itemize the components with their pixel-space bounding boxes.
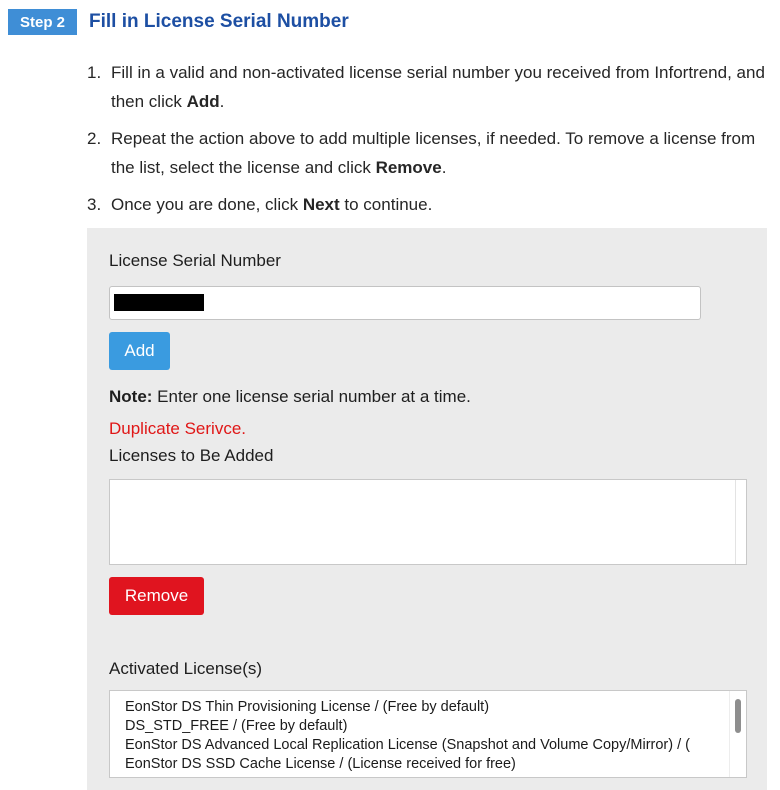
error-message: Duplicate Serivce. bbox=[109, 419, 247, 438]
serial-number-input[interactable] bbox=[109, 286, 701, 320]
instruction-fragment: . bbox=[219, 92, 225, 111]
note-body: Enter one license serial number at a time. bbox=[152, 387, 471, 406]
instruction-emphasis: Remove bbox=[375, 158, 442, 177]
license-form-panel bbox=[87, 228, 767, 790]
licenses-to-add-label: Licenses to Be Added bbox=[109, 446, 274, 465]
instruction-emphasis: Next bbox=[302, 195, 340, 214]
instruction-list bbox=[87, 58, 767, 227]
instruction-emphasis: Add bbox=[186, 92, 220, 111]
redacted-value bbox=[114, 294, 204, 311]
instruction-number: 3. bbox=[87, 195, 102, 214]
activated-licenses-label: Activated License(s) bbox=[109, 659, 263, 678]
activated-license-item[interactable]: EonStor DS Advanced Local Replication License (Snapshot and Volume Copy/Mirror) / ( bbox=[125, 737, 690, 753]
activated-license-item[interactable]: EonStor DS Thin Provisioning License / (Free by default) bbox=[125, 699, 490, 715]
instruction-number: 2. bbox=[87, 129, 102, 148]
licenses-to-add-list[interactable] bbox=[109, 479, 747, 565]
step-header bbox=[8, 8, 349, 36]
scrollbar[interactable] bbox=[735, 480, 746, 564]
instruction-text bbox=[111, 190, 767, 219]
serial-number-label: License Serial Number bbox=[109, 251, 281, 270]
activated-licenses-list[interactable] bbox=[109, 690, 747, 778]
instruction-fragment: Once you are done, click bbox=[111, 195, 303, 214]
page-title: Fill in License Serial Number bbox=[89, 11, 349, 32]
remove-button[interactable]: Remove bbox=[109, 577, 204, 615]
note-label: Note: bbox=[109, 387, 153, 406]
instruction-text bbox=[111, 124, 767, 182]
note-text bbox=[109, 387, 471, 407]
scrollbar[interactable] bbox=[729, 691, 746, 777]
activated-license-item[interactable]: EonStor DS SSD Cache License / (License received for free) bbox=[125, 756, 516, 772]
instruction-fragment: to continue. bbox=[339, 195, 433, 214]
instruction-text bbox=[111, 58, 767, 116]
instruction-fragment: Fill in a valid and non-activated license serial number you received from Infortrend, and then click bbox=[111, 63, 765, 111]
instruction-item bbox=[87, 190, 767, 219]
step-badge: Step 2 bbox=[8, 9, 77, 35]
instruction-item bbox=[87, 58, 767, 116]
scrollbar-thumb[interactable] bbox=[735, 699, 741, 733]
add-button[interactable]: Add bbox=[109, 332, 170, 370]
instruction-item bbox=[87, 124, 767, 182]
instruction-fragment: Repeat the action above to add multiple licenses, if needed. To remove a license from the list, select the license and click bbox=[111, 129, 756, 177]
instruction-number: 1. bbox=[87, 63, 102, 82]
instruction-fragment: . bbox=[441, 158, 447, 177]
activated-license-item[interactable]: DS_STD_FREE / (Free by default) bbox=[125, 718, 348, 734]
